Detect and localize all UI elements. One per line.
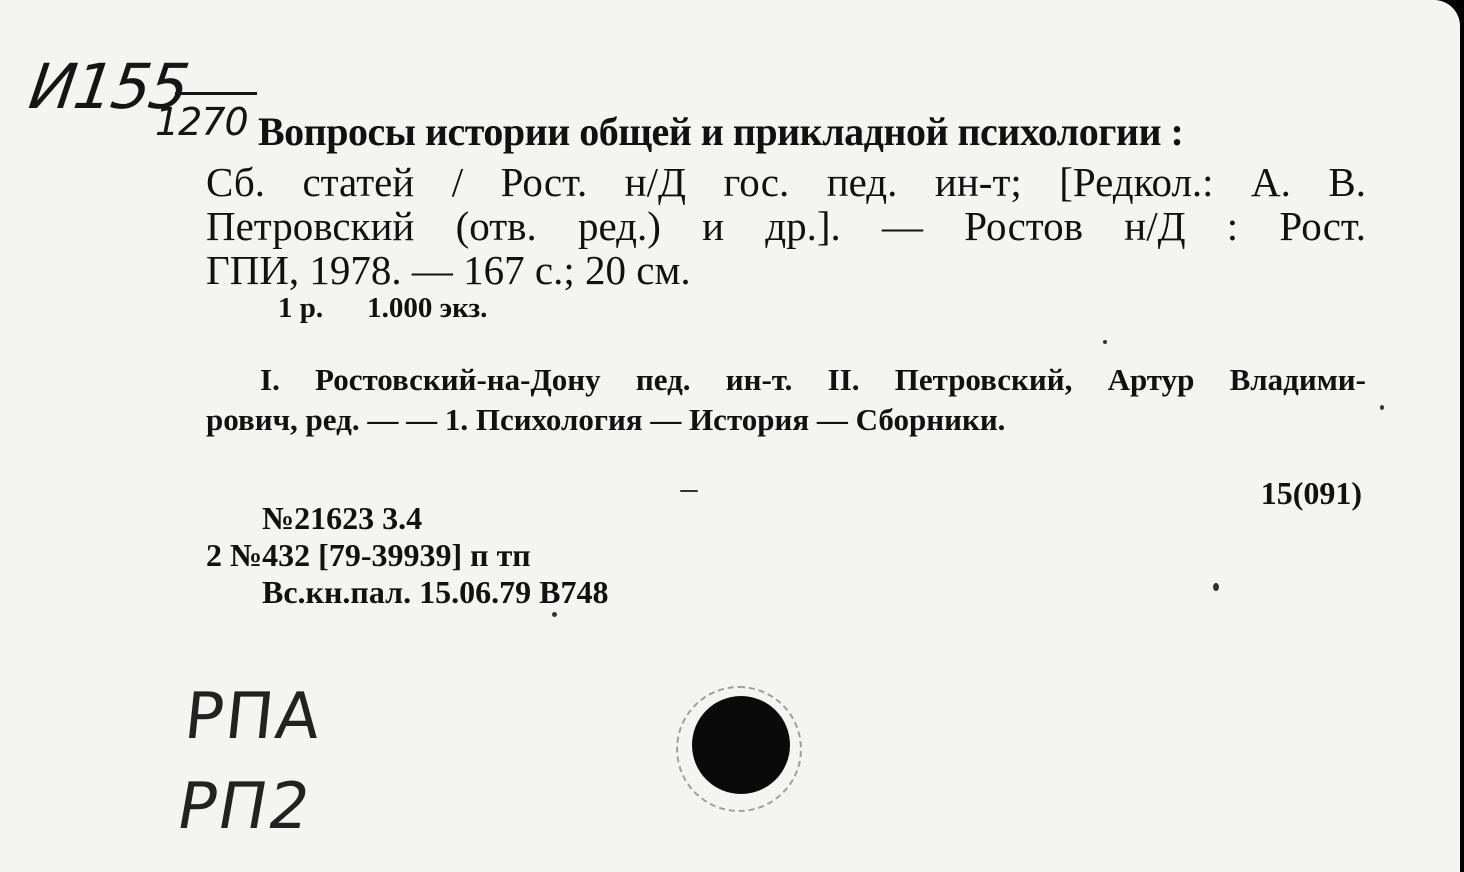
register-line-1: №21623 3.4 xyxy=(262,500,423,536)
call-number-main: И155 xyxy=(24,50,192,123)
tracings-line-1: I. Ростовский-на-Дону пед. ин-т. II. Петровский, Артур Владими- xyxy=(260,362,1366,397)
register-line-2: 2 №432 [79-39939] п тп xyxy=(206,537,531,573)
description-line-3: ГПИ, 1978. — 167 с.; 20 см. xyxy=(206,247,691,293)
ink-speck xyxy=(552,612,557,617)
register-line-3: Вс.кн.пал. 15.06.79 В748 xyxy=(262,574,609,610)
price-and-copies xyxy=(278,292,487,325)
call-number-overline xyxy=(175,92,257,95)
price: 1 р. xyxy=(278,292,324,324)
ink-speck xyxy=(680,490,698,492)
classification-number: 15(091) xyxy=(1260,475,1362,511)
handwritten-mark-2: РП2 xyxy=(171,770,318,844)
copies: 1.000 экз. xyxy=(367,292,488,324)
handwritten-mark-1: РПА xyxy=(181,680,326,754)
description-line-1: Сб. статей / Рост. н/Д гос. пед. ин-т; [Редкол.: А. В. xyxy=(206,159,1366,205)
call-number-sub: 1270 xyxy=(155,100,248,144)
ink-speck xyxy=(1103,340,1107,344)
description-line-2: Петровский (отв. ред.) и др.]. — Ростов н/Д : Рост. xyxy=(206,203,1366,249)
book-title: Вопросы истории общей и прикладной психологии : xyxy=(258,109,1184,154)
ink-speck xyxy=(1213,583,1219,591)
tracings-line-2: рович, ред. — — 1. Психология — История — Сборники. xyxy=(206,402,1006,437)
ink-speck xyxy=(1380,405,1384,410)
punch-hole xyxy=(692,696,790,794)
